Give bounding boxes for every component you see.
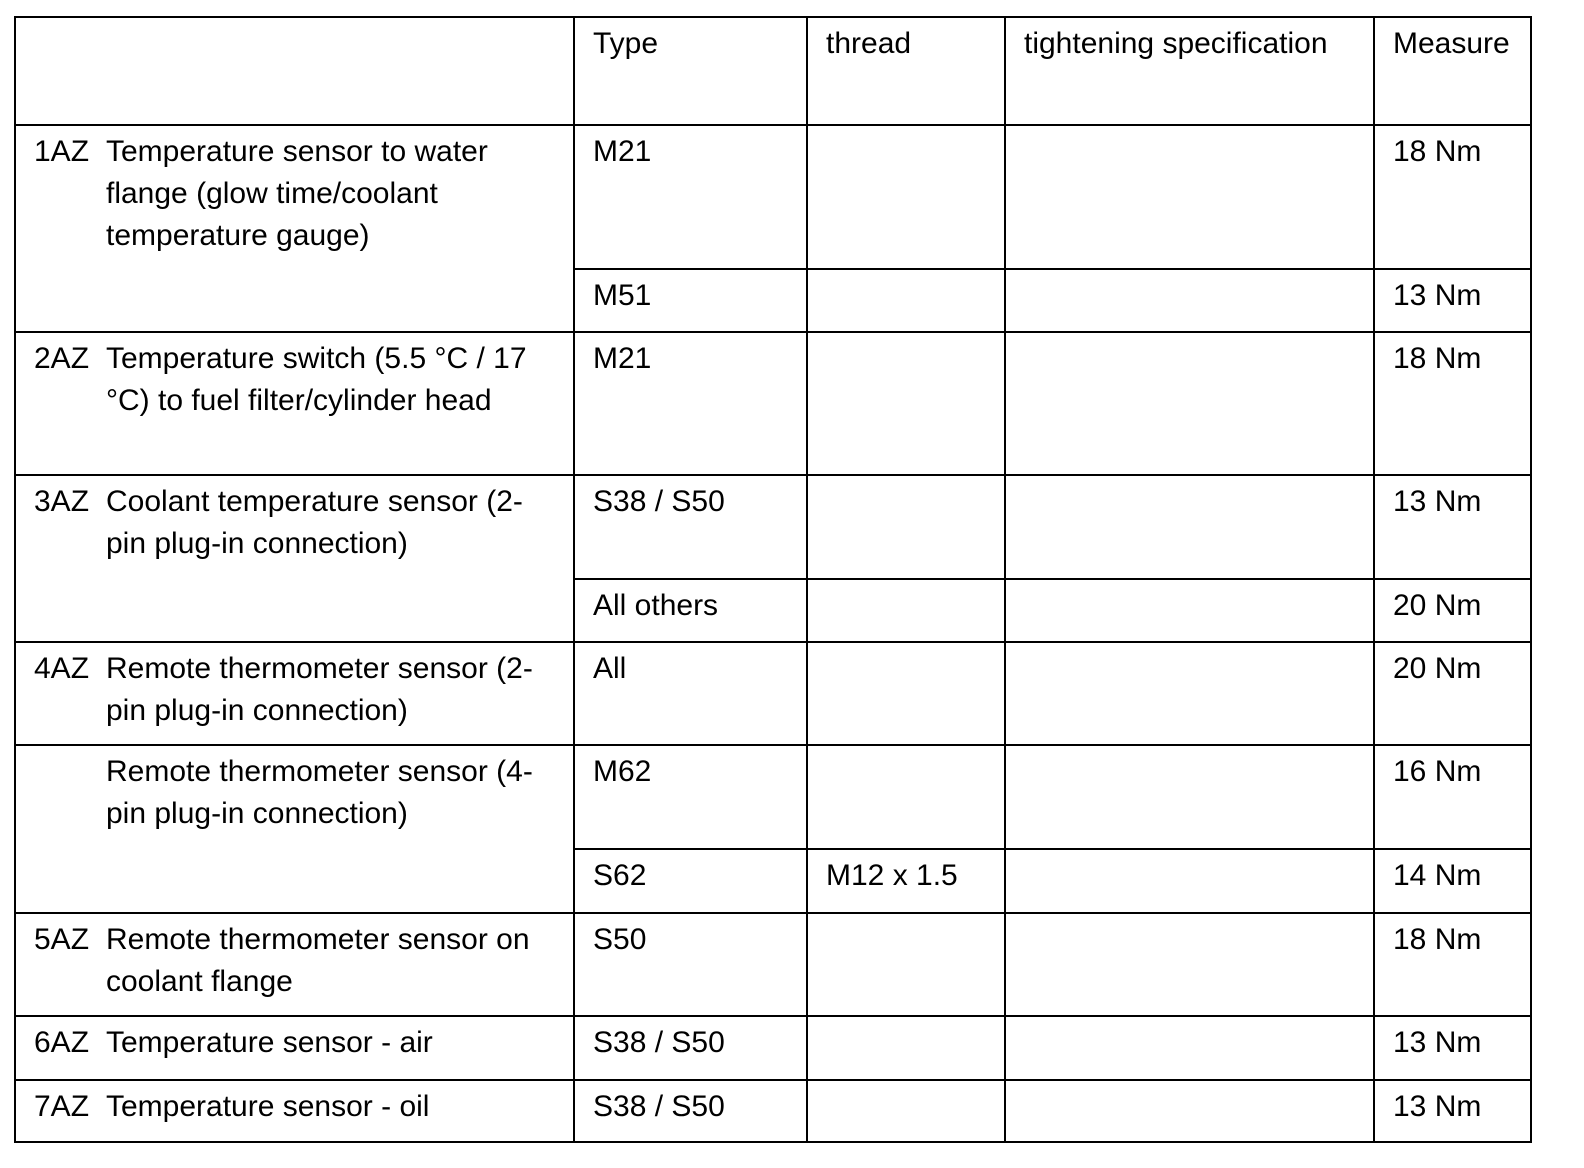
row-description: Remote thermometer sensor on coolant flange [106,923,530,998]
table-row [15,475,1531,579]
cell-type: S38 / S50 [574,1080,807,1142]
cell-measure: 20 Nm [1374,579,1531,642]
table-row [15,642,1531,745]
row-code: 5AZ [34,923,90,956]
table-row [15,1080,1531,1142]
row-label [15,745,574,913]
tightening-spec-table [14,16,1532,1143]
table-row [15,745,1531,849]
cell-thread: M12 x 1.5 [807,849,1005,913]
cell-type: S50 [574,913,807,1016]
cell-measure: 13 Nm [1374,1080,1531,1142]
row-description: Temperature switch (5.5 °C / 17 °C) to fuel filter/cylinder head [106,342,527,417]
row-description: Remote thermometer sensor (4-pin plug-in connection) [106,755,533,830]
cell-spec [1005,849,1374,913]
row-description: Coolant temperature sensor (2-pin plug-in connection) [106,485,523,560]
table-row [15,1016,1531,1080]
cell-measure: 18 Nm [1374,332,1531,475]
cell-thread [807,332,1005,475]
table-row [15,332,1531,475]
cell-measure: 18 Nm [1374,125,1531,269]
header-tightening-specification: tightening specification [1005,17,1374,125]
row-description: Remote thermometer sensor (2-pin plug-in connection) [106,652,533,727]
cell-type: M51 [574,269,807,332]
row-label [15,475,574,642]
cell-type: S38 / S50 [574,1016,807,1080]
row-code: 3AZ [34,485,90,518]
row-label [15,913,574,1016]
cell-spec [1005,1016,1374,1080]
row-description: Temperature sensor - air [106,1026,433,1059]
cell-measure: 18 Nm [1374,913,1531,1016]
cell-thread [807,125,1005,269]
cell-spec [1005,332,1374,475]
cell-spec [1005,642,1374,745]
row-code: 6AZ [34,1026,90,1059]
header-type: Type [574,17,807,125]
cell-thread [807,913,1005,1016]
cell-measure: 13 Nm [1374,475,1531,579]
cell-measure: 14 Nm [1374,849,1531,913]
header-blank [15,17,574,125]
header-row [15,17,1531,125]
cell-thread [807,1080,1005,1142]
cell-spec [1005,475,1374,579]
table-row [15,125,1531,269]
cell-type: S62 [574,849,807,913]
row-label [15,125,574,332]
cell-thread [807,642,1005,745]
cell-spec [1005,745,1374,849]
table-row [15,913,1531,1016]
cell-thread [807,1016,1005,1080]
row-code: 2AZ [34,342,90,375]
row-code: 4AZ [34,652,90,685]
cell-spec [1005,913,1374,1016]
cell-thread [807,269,1005,332]
row-description: Temperature sensor - oil [106,1090,430,1123]
cell-type: M21 [574,332,807,475]
cell-spec [1005,269,1374,332]
cell-measure: 13 Nm [1374,269,1531,332]
header-measure: Measure [1374,17,1531,125]
row-description: Temperature sensor to water flange (glow time/coolant temperature gauge) [106,135,488,252]
cell-type: M21 [574,125,807,269]
row-code: 1AZ [34,135,90,168]
row-label [15,642,574,745]
row-label [15,332,574,475]
cell-measure: 16 Nm [1374,745,1531,849]
cell-type: All [574,642,807,745]
cell-type: All others [574,579,807,642]
cell-type: S38 / S50 [574,475,807,579]
cell-measure: 13 Nm [1374,1016,1531,1080]
cell-type: M62 [574,745,807,849]
cell-thread [807,579,1005,642]
cell-thread [807,745,1005,849]
cell-thread [807,475,1005,579]
row-label [15,1080,574,1142]
row-label [15,1016,574,1080]
cell-spec [1005,1080,1374,1142]
cell-spec [1005,125,1374,269]
row-code: 7AZ [34,1090,90,1123]
cell-spec [1005,579,1374,642]
cell-measure: 20 Nm [1374,642,1531,745]
header-thread: thread [807,17,1005,125]
